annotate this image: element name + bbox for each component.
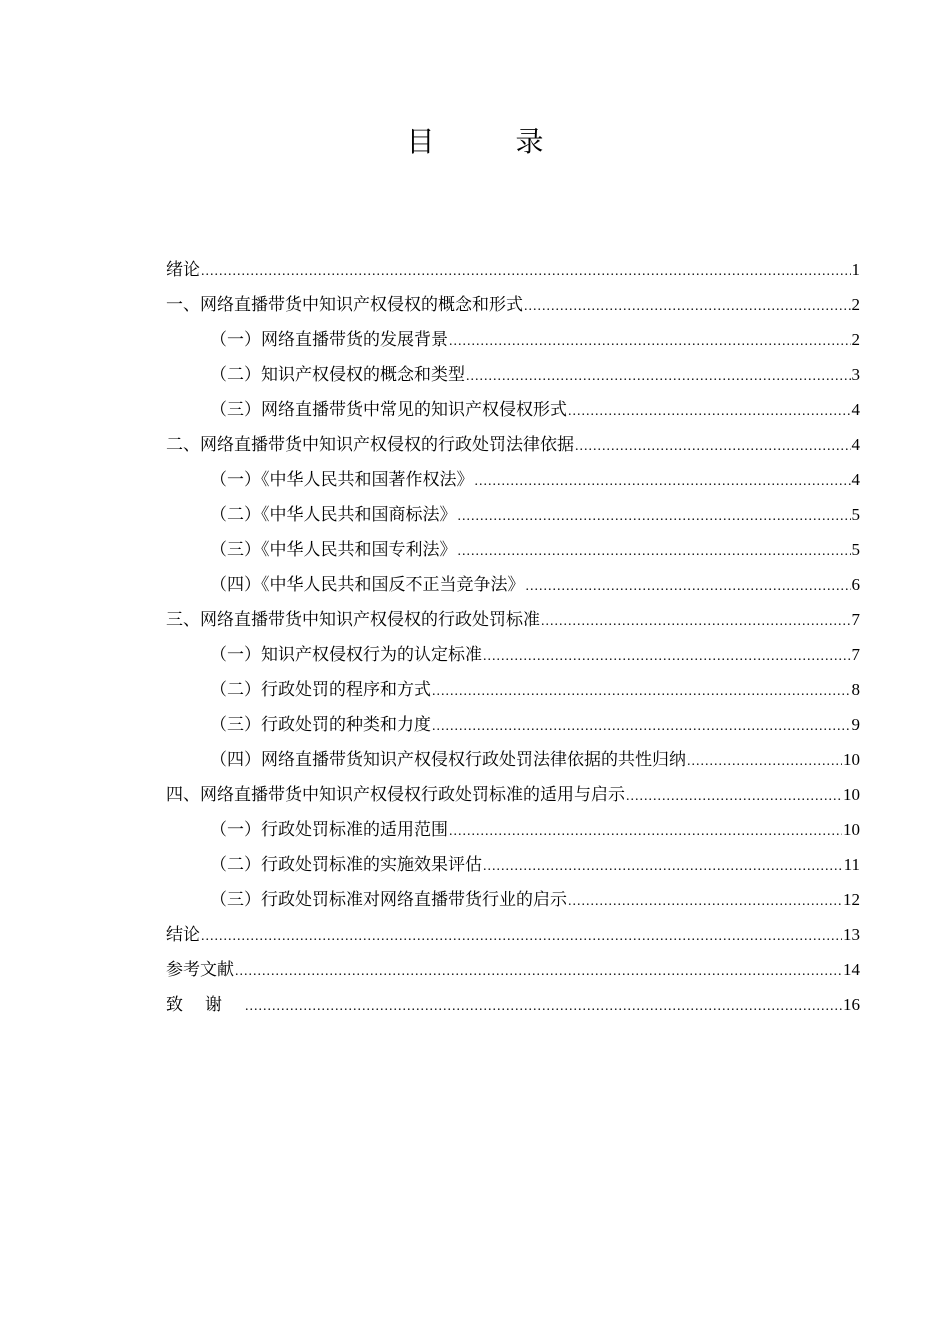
toc-dot-leader <box>575 429 851 464</box>
toc-entry-page-number: 13 <box>843 925 860 944</box>
page-title: 目 录 <box>406 125 580 158</box>
toc-dot-leader <box>687 744 842 779</box>
toc-entry[interactable] <box>166 427 860 462</box>
toc-entry-label: （三）网络直播带货中常见的知识产权侵权形式 <box>210 400 567 420</box>
toc-dot-leader <box>449 324 851 359</box>
toc-dot-leader <box>458 499 851 534</box>
toc-entry[interactable] <box>166 322 860 357</box>
toc-entry-label: 致谢 <box>166 995 244 1015</box>
toc-entry-page-number: 16 <box>843 995 860 1014</box>
toc-entry[interactable] <box>166 497 860 532</box>
toc-dot-leader <box>466 359 851 394</box>
toc-entry[interactable] <box>166 742 860 777</box>
toc-entry[interactable] <box>166 917 860 952</box>
toc-entry[interactable] <box>166 637 860 672</box>
toc-entry-label: 参考文献 <box>166 960 234 980</box>
toc-dot-leader <box>432 709 851 744</box>
toc-entry-page-number: 4 <box>851 435 860 454</box>
toc-entry-label: （四）《中华人民共和国反不正当竞争法》 <box>210 575 525 595</box>
toc-entry-page-number: 8 <box>851 680 860 699</box>
toc-entry[interactable] <box>166 392 860 427</box>
toc-entry[interactable] <box>166 567 860 602</box>
toc-entry-page-number: 7 <box>851 610 860 629</box>
toc-entry-page-number: 10 <box>843 750 860 769</box>
toc-dot-leader <box>201 254 851 289</box>
toc-dot-leader <box>483 849 843 884</box>
toc-dot-leader <box>432 674 851 709</box>
toc-entry-label: （一）行政处罚标准的适用范围 <box>210 820 448 840</box>
toc-entry-label: 四、网络直播带货中知识产权侵权行政处罚标准的适用与启示 <box>166 785 625 805</box>
toc-entry-page-number: 2 <box>851 330 860 349</box>
toc-dot-leader <box>626 779 842 814</box>
toc-entry-page-number: 3 <box>851 365 860 384</box>
toc-dot-leader <box>526 569 851 604</box>
toc-entry[interactable] <box>166 812 860 847</box>
toc-entry-page-number: 10 <box>843 820 860 839</box>
toc-dot-leader <box>483 639 851 674</box>
toc-entry-label: （二）知识产权侵权的概念和类型 <box>210 365 465 385</box>
toc-entry-page-number: 9 <box>851 715 860 734</box>
toc-entry-page-number: 4 <box>851 400 860 419</box>
toc-entry-label: （二）行政处罚的程序和方式 <box>210 680 431 700</box>
toc-entry-label: 结论 <box>166 925 200 945</box>
toc-dot-leader <box>458 534 851 569</box>
toc-dot-leader <box>475 464 851 499</box>
toc-entry-label: （三）《中华人民共和国专利法》 <box>210 540 457 560</box>
toc-entry-page-number: 4 <box>851 470 860 489</box>
toc-entry[interactable] <box>166 532 860 567</box>
toc-entry[interactable] <box>166 602 860 637</box>
toc-dot-leader <box>568 884 842 919</box>
toc-entry-page-number: 5 <box>851 540 860 559</box>
toc-entry-label: （三）行政处罚的种类和力度 <box>210 715 431 735</box>
toc-entry[interactable] <box>166 847 860 882</box>
toc-entry-label: （一）《中华人民共和国著作权法》 <box>210 470 474 490</box>
toc-entry-page-number: 6 <box>851 575 860 594</box>
toc-entry[interactable] <box>166 357 860 392</box>
toc-entry-label: 二、网络直播带货中知识产权侵权的行政处罚法律依据 <box>166 435 574 455</box>
toc-entry[interactable] <box>166 252 860 287</box>
toc-entry-label: （三）行政处罚标准对网络直播带货行业的启示 <box>210 890 567 910</box>
toc-entry[interactable] <box>166 882 860 917</box>
toc-dot-leader <box>541 604 851 639</box>
toc-entry-label: 一、网络直播带货中知识产权侵权的概念和形式 <box>166 295 523 315</box>
toc-dot-leader <box>201 919 842 954</box>
toc-entry-label: （二）行政处罚标准的实施效果评估 <box>210 855 482 875</box>
toc-entry-page-number: 1 <box>851 260 860 279</box>
toc-entry[interactable] <box>166 987 860 1022</box>
toc-entry-page-number: 11 <box>843 855 860 874</box>
toc-entry[interactable] <box>166 672 860 707</box>
toc-entry-page-number: 10 <box>843 785 860 804</box>
toc-dot-leader <box>245 989 842 1024</box>
toc-entry-label: 绪论 <box>166 260 200 280</box>
toc-entry[interactable] <box>166 777 860 812</box>
toc-entry[interactable] <box>166 707 860 742</box>
toc-entry[interactable] <box>166 287 860 322</box>
toc-entry-label: （四）网络直播带货知识产权侵权行政处罚法律依据的共性归纳 <box>210 750 686 770</box>
toc-entry[interactable] <box>166 462 860 497</box>
toc-entry-page-number: 7 <box>851 645 860 664</box>
toc-dot-leader <box>449 814 842 849</box>
table-of-contents <box>166 252 860 1022</box>
toc-entry-label: （一）知识产权侵权行为的认定标准 <box>210 645 482 665</box>
toc-entry-label: （二）《中华人民共和国商标法》 <box>210 505 457 525</box>
toc-entry-label: （一）网络直播带货的发展背景 <box>210 330 448 350</box>
toc-entry-page-number: 12 <box>843 890 860 909</box>
toc-entry-label: 三、网络直播带货中知识产权侵权的行政处罚标准 <box>166 610 540 630</box>
toc-entry[interactable] <box>166 952 860 987</box>
toc-entry-page-number: 2 <box>851 295 860 314</box>
toc-dot-leader <box>568 394 851 429</box>
toc-entry-page-number: 5 <box>851 505 860 524</box>
toc-dot-leader <box>524 289 851 324</box>
toc-dot-leader <box>235 954 842 989</box>
toc-entry-page-number: 14 <box>843 960 860 979</box>
